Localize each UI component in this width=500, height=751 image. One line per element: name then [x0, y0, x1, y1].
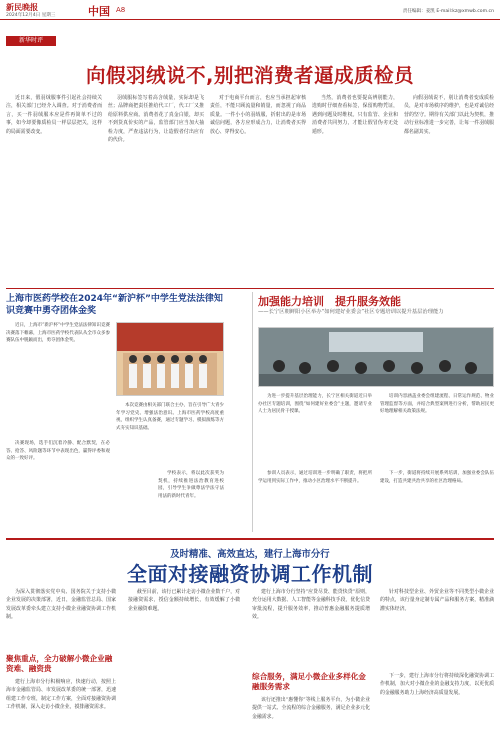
- story3-paragraph: 建行上海市分行积极响应，快速行动，按照上海市金融监管局、市发展改革委的统一部署，迅速组建工作专班，制定工作方案，全面对接融资协调工作机制，深入走访小微企业，摸排融资需求。: [6, 679, 116, 711]
- story3-paragraph: 该行还推出“惠懂你”等线上服务平台，为小微企业提供一站式、全流程的综合金融服务，满足企业多元化金融需求。: [252, 697, 370, 720]
- story3-paragraph: 为深入贯彻落实党中央、国务院关于支持小微企业发展的决策部署，近日，金融监管总局、国家发展改革委牵头建立支持小微企业融资协调工作机制。: [6, 589, 116, 621]
- section-tag: 新华时评: [6, 36, 56, 46]
- issue-date: 2024年12月4日 星期三: [6, 13, 56, 18]
- story3-paragraph: 建行上海市分行坚持“应贷尽贷、能贷快贷”原则，充分运用大数据、人工智能等金融科技手段，优化信贷审批流程，提升服务效率，推动普惠金融服务提质增效。: [252, 589, 370, 621]
- story1-paragraph: 近日，上海市“新沪杯”中学生党法法律知识竞赛决赛落下帷幕，上海市医药学校代表队从全市众多参赛队伍中脱颖而出，勇夺团体金奖。: [6, 323, 110, 344]
- story2-paragraph: 为进一步提升基层治理能力，长宁区相关街道近日举办社区专题培训，围绕“如何建好业委会”主题，邀请专业人士为居民骨干授课。: [258, 394, 372, 415]
- story3-subhead: 聚焦重点，全力破解小微企业融资难、融资贵: [6, 654, 113, 673]
- story3-paragraph: 下一步，建行上海市分行将持续深化融资协调工作机制，加大对小微企业的金融支持力度，以更优质的金融服务助力上海经济高质量发展。: [380, 673, 494, 696]
- story3-paragraph: 针对科技型企业、外贸企业等不同类型小微企业的特点，该行量身定制专属产品和服务方案，精准滴灌实体经济。: [380, 589, 494, 612]
- column-divider: [252, 292, 253, 532]
- masthead: [0, 0, 500, 20]
- page-number: A8: [116, 6, 126, 14]
- story2-subtitle: ——长宁区朝鲜阳小区举办“如何建好业委会”社区专题培训以提升基层治理能力: [258, 309, 444, 315]
- divider: [6, 538, 494, 540]
- story1-paragraph: 本次竞赛由相关部门联合主办，旨在引导广大青少年学习党史、增强法治意识。上海市医药学校高度重视，组织学生认真备赛，通过专题学习、模拟演练等方式夯实知识基础。: [116, 403, 224, 431]
- main-headline: 向假羽绒说不,别把消费者逼成质检员: [86, 64, 414, 87]
- editor-credit: 责任编辑：姜凯 E-mail:kz@xmwb.com.cn: [402, 9, 494, 14]
- divider: [6, 288, 494, 289]
- editorial-paragraph: 当然，消费者也要提高辨别能力，选购时仔细查看标签，保留购物凭证，遇到问题及时维权。只有监管、企业和消费者共同努力，才能让假冒伪劣无处遁形。: [312, 95, 398, 135]
- story1-paragraph: 决赛现场，选手们沉着冷静、配合默契，在必答、抢答、风险题等环节中表现出色，赢得评委和观众的一致好评。: [6, 441, 110, 462]
- story3-subhead: 综合服务，满足小微企业多样化金融服务需求: [252, 672, 366, 691]
- editorial-paragraph: 羽绒服标签写着高含绒量，实际却是飞丝；品牌商把责任推给代工厂，代工厂又推给原料供应商。消费者花了真金白银，却买不到货真价实的产品，监管部门应当加大抽检力度，严查违法行为，让造假者付出应有的代价。: [108, 95, 204, 144]
- editorial-paragraph: 近日来，假羽绒服事件引起社会持续关注，相关部门已经介入调查。对于消费者而言，买一件羽绒服本应是件再简单不过的事，如今却要像质检员一样层层把关，这样的局面需要改变。: [6, 95, 102, 135]
- story3-paragraph: 截至目前，该行已累计走访小微企业数千户，对接融资需求，授信金额持续增长，有效缓解了小微企业融资难题。: [128, 589, 240, 612]
- story2-paragraph: 参训人员表示，通过培训进一步明确了职责，将把所学运用到实际工作中，推动小区治理水平不断提升。: [258, 471, 372, 484]
- story2-paragraph: 培训内容涵盖业委会组建流程、日常运作规范、物业管理监督等方面，并结合典型案例进行分析，帮助居民更好地理解相关政策法规。: [380, 394, 494, 415]
- training-session-image: [259, 328, 493, 386]
- story2-paragraph: 下一步，街道将持续开展系列培训，加强业委会队伍建设，打造共建共治共享的社区治理格局。: [380, 471, 494, 484]
- story2-title: 加强能力培训 提升服务效能: [258, 295, 401, 308]
- newspaper-logo: 新民晚报: [6, 3, 38, 12]
- story1-title: 上海市医药学校在2024年“新沪杯”中学生党法法律知识竞赛中勇夺团体金奖: [6, 294, 223, 316]
- story3-title: 全面对接融资协调工作机制: [127, 562, 373, 586]
- editorial-paragraph: 对于电商平台而言，也应当承担起审核责任，不能只顾流量和销量，而忽视了商品质量。一件小小的羽绒服，折射出的是市场诚信问题，各方应形成合力，让消费者买得放心、穿得安心。: [210, 95, 306, 135]
- award-ceremony-image: [117, 323, 223, 395]
- story1-paragraph: 学校表示，将以此次获奖为契机，持续推进法治教育进校园，引导学生争做尊法学法守法用法的新时代青年。: [158, 471, 224, 499]
- story3-kicker: 及时精准、高效直达，建行上海市分行: [170, 549, 330, 560]
- training-photo: [258, 327, 494, 387]
- award-photo: [116, 322, 224, 396]
- editorial-paragraph: 向假羽绒说不，别让消费者变成质检员，是对市场秩序的维护，也是对诚信经营的坚守。期待有关部门以此为契机，推动行业标准进一步完善，让每一件羽绒服都名副其实。: [404, 95, 494, 135]
- section-name: 中国: [88, 5, 110, 18]
